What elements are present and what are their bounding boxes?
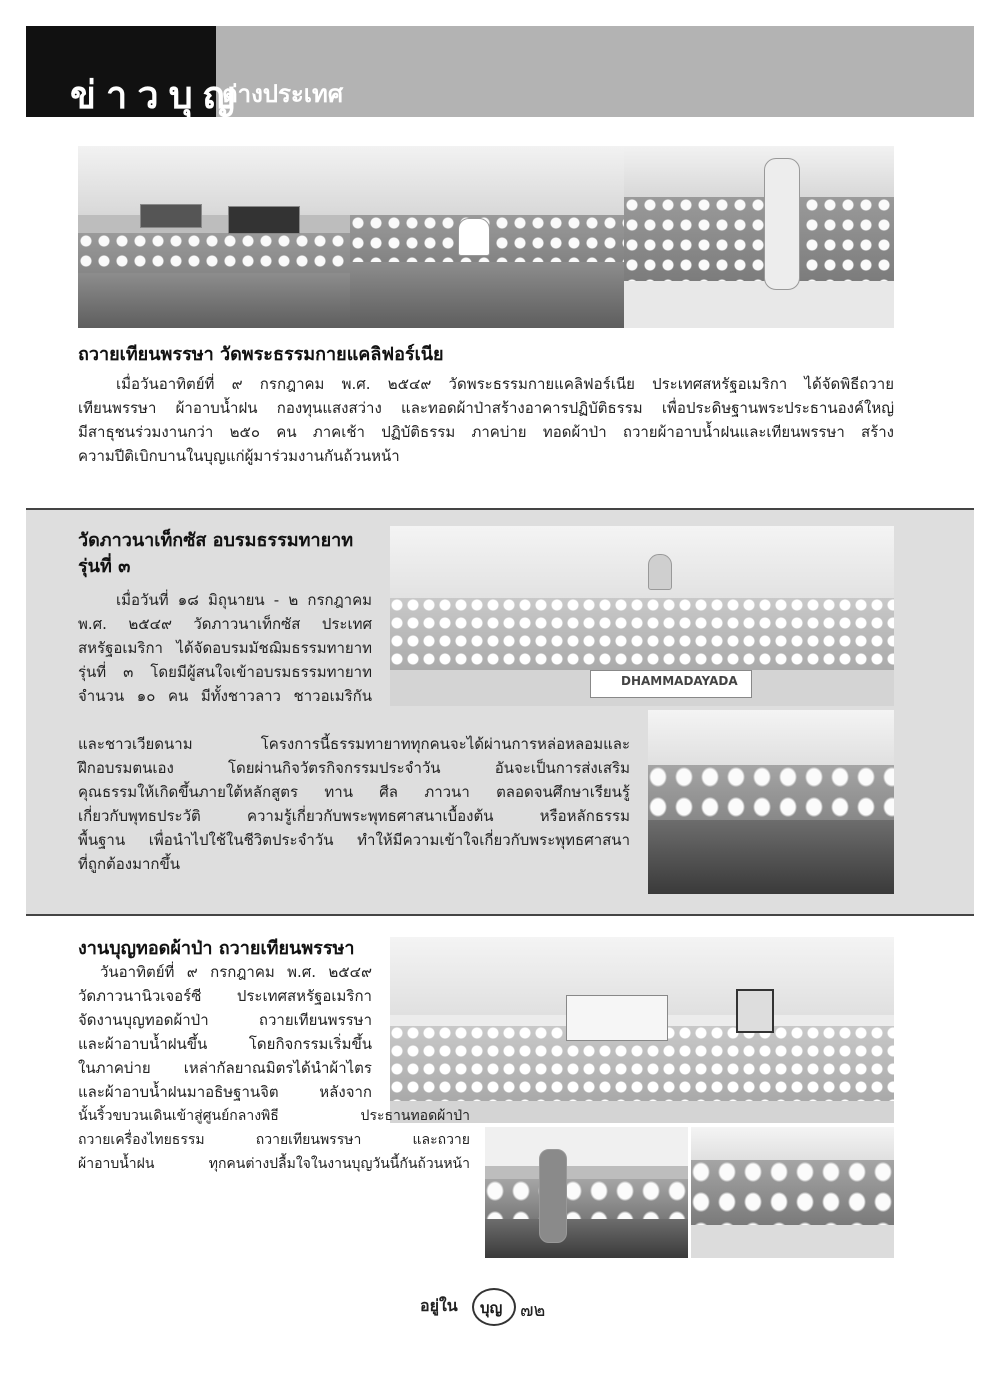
section3-line: ผ้าอาบน้ำฝน ทุกคนต่างปลื้มใจในงานบุญวันนี้กันถ้วนหน้า bbox=[78, 1156, 470, 1172]
section2-title-line1: วัดภาวนาเท็กซัส อบรมธรรมทายาท bbox=[78, 530, 354, 551]
photo-kneeling-texas bbox=[648, 710, 894, 894]
photo-tent-monks bbox=[350, 146, 624, 328]
photo-group-newjersey bbox=[390, 937, 894, 1123]
photo-group-texas bbox=[390, 526, 894, 706]
page-header bbox=[26, 26, 974, 117]
section2-line: เกี่ยวกับพุทธประวัติ ความรู้เกี่ยวกับพระพุทธศาสนาเบื้องต้น หรือหลักธรรม bbox=[78, 807, 630, 825]
header-main-title: ข่าวบุญ bbox=[70, 72, 246, 117]
section2-title bbox=[78, 528, 378, 580]
photo-tent-stage bbox=[78, 146, 350, 328]
footer-brand-circle bbox=[472, 1288, 516, 1326]
section2-line: พื้นฐาน เพื่อนำไปใช้ในชีวิตประจำวัน ทำให้มีความเข้าใจเกี่ยวกับพระพุทธศาสนา bbox=[78, 831, 630, 849]
section2-line: รุ่นที่ ๓ โดยมีผู้สนใจเข้าอบรมธรรมทายาท bbox=[78, 663, 372, 681]
page-number: ๗๒ bbox=[520, 1300, 546, 1321]
section3-line: และผ้าอาบน้ำฝนมาอธิษฐานจิต หลังจาก bbox=[78, 1083, 372, 1101]
banner-text: DHAMMADAYADA bbox=[621, 674, 738, 688]
section2-line: จำนวน ๑๐ คน มีทั้งชาวลาว ชาวอเมริกัน bbox=[78, 687, 372, 705]
section1-line: เมื่อวันอาทิตย์ที่ ๙ กรกฎาคม พ.ศ. ๒๕๔๙ วัดพระธรรมกายแคลิฟอร์เนีย ประเทศสหรัฐอเมริกา ได้จัดพิธีถวาย bbox=[116, 375, 894, 393]
section1-line: ความปีติเบิกบานในบุญแก่ผู้มาร่วมงานกันถ้วนหน้า bbox=[78, 447, 400, 465]
header-subtitle: ต่างประเทศ bbox=[222, 80, 344, 108]
section3-body-narrow bbox=[78, 960, 372, 1104]
altar-banner bbox=[566, 995, 668, 1041]
buddha-statue bbox=[648, 554, 672, 590]
section2-line: ฝึกอบรมตนเอง โดยผ่านกิจวัตรกิจกรรมประจำวัน อันจะเป็นการส่งเสริม bbox=[78, 759, 630, 777]
section2-line: พ.ศ. ๒๕๔๙ วัดภาวนาเท็กซัส ประเทศ bbox=[78, 615, 372, 633]
section1-body bbox=[78, 372, 894, 468]
section2-line: และชาวเวียดนาม โครงการนี้ธรรมทายาททุกคนจะได้ผ่านการหล่อหลอมและ bbox=[78, 735, 630, 753]
dhammadayada-banner bbox=[590, 670, 752, 698]
photo-seated-group bbox=[691, 1127, 894, 1258]
section3-title: งานบุญทอดผ้าป่า ถวายเทียนพรรษา bbox=[78, 938, 355, 959]
section1-line: มีสาธุชนร่วมงานกว่า ๒๕๐ คน ภาคเช้า ปฏิบัติธรรม ภาคบ่าย ทอดผ้าป่า ถวายผ้าอาบน้ำฝนและเทียนพรรษา สร้าง bbox=[78, 423, 894, 441]
section2-title-line2: รุ่นที่ ๓ bbox=[78, 556, 131, 577]
photo-tent-candle bbox=[624, 146, 894, 328]
section2-body-wide bbox=[78, 732, 630, 876]
section2-line: ที่ถูกต้องมากขึ้น bbox=[78, 855, 181, 873]
section1-title: ถวายเทียนพรรษา วัดพระธรรมกายแคลิฟอร์เนีย bbox=[78, 344, 444, 365]
footer-brand-circle-text: บุญ bbox=[480, 1299, 503, 1317]
section2-line: สหรัฐอเมริกา ได้จัดอบรมมัชฌิมธรรมทายาท bbox=[78, 639, 372, 657]
section2-line: คุณธรรมให้เกิดขึ้นภายใต้หลักสูตร ทาน ศีล ภาวนา ตลอดจนศึกษาเรียนรู้ bbox=[78, 783, 630, 801]
monk-figure bbox=[539, 1149, 567, 1243]
section3-line: จัดงานบุญทอดผ้าป่า ถวายเทียนพรรษา bbox=[78, 1011, 372, 1029]
section3-line: ถวายเครื่องไทยธรรม ถวายเทียนพรรษา และถวาย bbox=[78, 1132, 470, 1148]
section3-line: วันอาทิตย์ที่ ๙ กรกฎาคม พ.ศ. ๒๕๔๙ bbox=[100, 963, 372, 981]
section2-line: เมื่อวันที่ ๑๘ มิถุนายน - ๒ กรกฎาคม bbox=[116, 591, 372, 609]
candle-object bbox=[764, 158, 800, 290]
portrait-frame bbox=[736, 989, 774, 1033]
page-footer bbox=[420, 1288, 580, 1328]
section3-line: วัดภาวนานิวเจอร์ซี ประเทศสหรัฐอเมริกา bbox=[78, 987, 372, 1005]
section3-line: และผ้าอาบน้ำฝนขึ้น โดยกิจกรรมเริ่มขึ้น bbox=[78, 1035, 372, 1053]
footer-brand: อยู่ใน bbox=[420, 1296, 458, 1315]
section3-line: นั้นริ้วขบวนเดินเข้าสู่ศูนย์กลางพิธี ประธานทอดผ้าป่า bbox=[78, 1108, 470, 1124]
section2-body-narrow bbox=[78, 588, 372, 708]
photo-monk-offering bbox=[485, 1127, 688, 1258]
stage-banner bbox=[140, 204, 202, 228]
stage-banner-right bbox=[228, 206, 300, 234]
section3-line: ในภาคบ่าย เหล่ากัลยาณมิตรได้นำผ้าไตร bbox=[78, 1059, 372, 1077]
section3-body-wide bbox=[78, 1104, 470, 1176]
section1-line: เทียนพรรษา ผ้าอาบน้ำฝน กองทุนแสงสว่าง และทอดผ้าป่าสร้างอาคารปฏิบัติธรรม เพื่อประดิษฐานพระประธานองค์ใหญ่ bbox=[78, 399, 894, 417]
fan-object bbox=[458, 218, 490, 256]
